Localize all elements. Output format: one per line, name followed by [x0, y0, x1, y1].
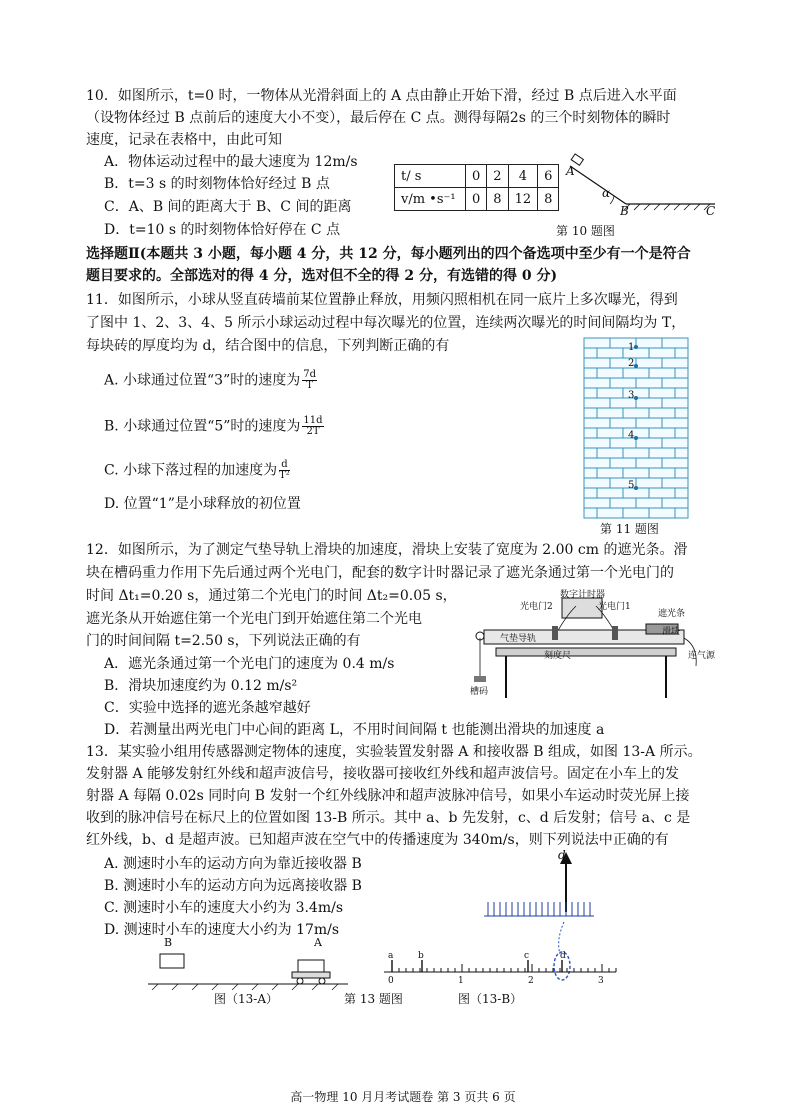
q10-label-alpha: α — [602, 186, 611, 200]
brick — [623, 508, 649, 518]
q13-caption-mid: 第 13 题图 — [344, 992, 403, 1006]
q12-option-b: B．滑块加速度约为 0.12 m/s² — [104, 678, 298, 694]
section2-header-line-2: 题目要求的。全部选对的得 4 分，选对但不全的得 2 分，有选错的得 0 分) — [86, 268, 558, 284]
brick — [649, 488, 675, 498]
brick — [636, 498, 662, 508]
brick — [597, 468, 623, 478]
brick — [649, 368, 675, 378]
q13-label-b: B — [164, 936, 173, 949]
table-cell: 4 — [508, 165, 538, 188]
brick — [623, 448, 649, 458]
q11-position-5: 5 — [628, 480, 635, 491]
brick — [584, 368, 597, 378]
brick — [662, 378, 688, 388]
table-cell: 8 — [487, 188, 508, 211]
brick — [662, 498, 688, 508]
brick — [584, 458, 610, 468]
brick — [649, 448, 675, 458]
q11-position-3: 3 — [628, 390, 635, 401]
q10-caption: 第 10 题图 — [556, 224, 615, 238]
brick — [584, 418, 610, 428]
brick — [662, 338, 688, 348]
brick — [584, 468, 597, 478]
brick — [675, 488, 688, 498]
q10-option-c: C．A、B 间的距离大于 B、C 间的距离 — [104, 199, 352, 215]
brick — [623, 368, 649, 378]
q10-label-b: B — [620, 204, 629, 218]
brick — [662, 478, 688, 488]
q13-option-d: D. 测速时小车的速度大小约为 17m/s — [104, 922, 340, 938]
brick — [636, 358, 662, 368]
brick — [584, 508, 597, 518]
brick — [597, 348, 623, 358]
ball-position-dot — [634, 364, 638, 368]
q11-position-4: 4 — [628, 430, 635, 441]
q13-option-c: C. 测速时小车的速度大小约为 3.4m/s — [104, 900, 344, 916]
q13-stem-line-2: 发射器 A 能够发射红外线和超声波信号，接收器可接收红外线和超声波信号。固定在小车上的发 — [86, 766, 680, 782]
brick — [662, 398, 688, 408]
brick — [623, 348, 649, 358]
fraction-numerator: 11d — [303, 415, 323, 426]
q13-scale-tick-2: 2 — [528, 976, 534, 986]
q10-label-a: A — [566, 164, 575, 178]
q10-option-d: D．t=10 s 的时刻物体恰好停在 C 点 — [104, 222, 341, 238]
brick — [636, 378, 662, 388]
q11-option-b — [104, 416, 324, 437]
q12-stem-line-2: 块在槽码重力作用下先后通过两个光电门，配套的数字计时器记录了遮光条通过第一个光电门的 — [86, 565, 674, 581]
q11-stem-line-2: 了图中 1、2、3、4、5 所示小球运动过程中每次曝光的位置，连续两次曝光的时间间隔均为 T， — [86, 315, 686, 331]
q12-option-d: D．若测量出两光电门中心间的距离 L，不用时间间隔 t 也能测出滑块的加速度 a — [104, 722, 605, 738]
brick — [649, 508, 675, 518]
table-header-t: t/ s — [395, 165, 466, 188]
q11-option-a — [104, 370, 317, 391]
brick — [597, 368, 623, 378]
brick — [584, 338, 610, 348]
q13-signal-d: d — [560, 951, 566, 961]
brick — [675, 388, 688, 398]
q12-stem-line-4: 遮光条从开始遮住第一个光电门到开始遮住第二个光电 — [86, 611, 422, 627]
ball-position-dot — [634, 396, 638, 400]
q11-option-c — [104, 460, 290, 481]
table-cell: 0 — [466, 188, 487, 211]
q13-caption-b: 图（13-B） — [458, 992, 523, 1006]
q11-option-c-fraction — [279, 460, 290, 481]
ball-position-dot — [634, 345, 638, 349]
brick — [649, 388, 675, 398]
q12-option-c: C．实验中选择的遮光条越窄越好 — [104, 700, 311, 716]
q10-label-c: C — [706, 204, 716, 218]
brick — [675, 408, 688, 418]
q11-option-a-text: A. 小球通过位置“3”时的速度为 — [104, 372, 301, 389]
brick — [662, 418, 688, 428]
fraction-denominator: T — [306, 380, 313, 391]
brick — [623, 468, 649, 478]
brick — [649, 468, 675, 478]
brick — [610, 418, 636, 428]
fraction-numerator: 7d — [303, 369, 316, 380]
ball-position-dot — [634, 486, 638, 490]
q12-stem-line-1: 12．如图所示，为了测定气垫导轨上滑块的加速度，滑块上安装了宽度为 2.00 cm 的遮光条。滑 — [86, 542, 688, 558]
table-cell: 6 — [538, 165, 559, 188]
brick — [584, 438, 610, 448]
brick — [675, 368, 688, 378]
q12-option-a: A．遮光条通过第一个光电门的速度为 0.4 m/s — [104, 656, 395, 672]
brick — [610, 378, 636, 388]
q13-stem-line-3: 射器 A 每隔 0.02s 同时向 B 发射一个红外线脉冲和超声波脉冲信号，如果小车运动时荧光屏上接 — [86, 788, 690, 804]
brick — [610, 498, 636, 508]
q12-label-gate1: 光电门1 — [598, 602, 631, 612]
q13-stem-line-1: 13．某实验小组用传感器测定物体的速度，实验装置发射器 A 和接收器 B 组成，如图 13-A 所示。 — [86, 744, 702, 760]
brick — [636, 478, 662, 488]
q13-scale-tick-3: 3 — [598, 976, 604, 986]
q12-air-track-figure — [466, 586, 706, 702]
q11-option-c-text: C. 小球下落过程的加速度为 — [104, 462, 278, 479]
brick — [675, 428, 688, 438]
q13-scale-tick-1: 1 — [458, 976, 464, 986]
brick — [636, 458, 662, 468]
q13-signal-c: c — [524, 951, 530, 961]
table-row — [395, 165, 559, 188]
brick — [675, 508, 688, 518]
fraction-numerator: d — [279, 460, 290, 471]
q10-option-b: B．t=3 s 的时刻物体恰好经过 B 点 — [104, 176, 330, 192]
q11-position-2: 2 — [628, 358, 635, 369]
q13-figure-a — [148, 946, 348, 990]
fraction-denominator: T² — [279, 470, 290, 481]
ball-position-dot — [634, 436, 638, 440]
q13-label-a: A — [314, 936, 322, 949]
brick — [597, 408, 623, 418]
brick — [636, 438, 662, 448]
table-cell: 0 — [466, 165, 487, 188]
brick — [597, 388, 623, 398]
section2-header-line-1: 选择题Ⅱ(本题共 3 小题，每小题 4 分，共 12 分，每小题列出的四个备选项中至少有一个是符合 — [86, 246, 691, 262]
brick — [675, 468, 688, 478]
q12-label-strip: 遮光条 — [658, 609, 686, 619]
q13-scale-tick-0: 0 — [388, 976, 394, 986]
page-footer: 高一物理 10 月月考试题卷 第 3 页共 6 页 — [290, 1090, 516, 1104]
q13-label-d-top: d — [558, 848, 566, 862]
q12-stem-line-5: 门的时间间隔 t=2.50 s，下列说法正确的有 — [86, 633, 361, 649]
brick — [584, 378, 610, 388]
brick — [610, 458, 636, 468]
brick — [675, 348, 688, 358]
brick — [584, 388, 597, 398]
q11-option-b-text: B. 小球通过位置“5”时的速度为 — [104, 418, 301, 435]
q13-stem-line-5: 红外线，b、d 是超声波。已知超声波在空气中的传播速度为 340m/s，则下列说法中正确的有 — [86, 832, 669, 848]
q11-stem-line-1: 11．如图所示，小球从竖直砖墙前某位置静止释放，用频闪照相机在同一底片上多次曝光，得到 — [86, 292, 678, 308]
q11-position-1: 1 — [628, 342, 635, 353]
brick — [636, 338, 662, 348]
q12-label-ruler: 刻度尺 — [544, 651, 572, 661]
q11-caption: 第 11 题图 — [600, 522, 659, 536]
q12-label-air: 连气源 — [688, 651, 716, 661]
q12-label-weight: 槽码 — [470, 687, 489, 697]
table-row — [395, 188, 559, 211]
brick — [662, 438, 688, 448]
q13-figure-b — [380, 850, 620, 990]
brick — [662, 358, 688, 368]
brick — [584, 398, 610, 408]
q10-stem-line-2: （设物体经过 B 点前后的速度大小不变），最后停在 C 点。测得每隔2s 的三个时刻物体的瞬时 — [86, 110, 671, 126]
brick — [584, 478, 610, 488]
brick — [662, 458, 688, 468]
brick — [597, 448, 623, 458]
brick — [636, 398, 662, 408]
brick — [675, 448, 688, 458]
q12-label-timer: 数字计时器 — [560, 590, 606, 600]
brick — [584, 408, 597, 418]
q12-stem-line-3: 时间 Δt₁=0.20 s，通过第二个光电门的时间 Δt₂=0.05 s， — [86, 588, 457, 604]
brick — [584, 448, 597, 458]
table-header-v: v/m •s⁻¹ — [395, 188, 466, 211]
brick — [584, 358, 610, 368]
q10-option-a: A．物体运动过程中的最大速度为 12m/s — [104, 154, 358, 170]
q13-option-b: B. 测速时小车的运动方向为远离接收器 B — [104, 878, 362, 894]
brick — [597, 428, 623, 438]
table-cell: 2 — [487, 165, 508, 188]
q10-stem-line-3: 速度，记录在表格中，由此可知 — [86, 132, 282, 148]
brick — [597, 508, 623, 518]
brick — [636, 418, 662, 428]
brick — [649, 348, 675, 358]
q12-label-gate2: 光电门2 — [520, 602, 553, 612]
brick — [649, 408, 675, 418]
fraction-denominator: 2T — [306, 426, 320, 437]
q11-option-d: D. 位置“1”是小球释放的初位置 — [104, 496, 301, 512]
q10-stem-line-1: 10．如图所示，t=0 时，一物体从光滑斜面上的 A 点由静止开始下滑，经过 B 点后进入水平面 — [86, 88, 677, 104]
brick — [584, 428, 597, 438]
table-cell: 12 — [508, 188, 538, 211]
q12-label-rail: 气垫导轨 — [500, 634, 537, 644]
brick — [584, 348, 597, 358]
q11-brick-wall-figure — [582, 336, 690, 520]
table-cell: 8 — [538, 188, 559, 211]
q11-option-b-fraction — [302, 416, 323, 437]
q11-stem-line-3: 每块砖的厚度均为 d，结合图中的信息，下列判断正确的有 — [86, 338, 450, 354]
q13-signal-a: a — [388, 951, 394, 961]
brick — [584, 498, 610, 508]
q12-label-slider: 滑块 — [662, 627, 681, 637]
brick — [649, 428, 675, 438]
brick — [623, 408, 649, 418]
brick — [584, 488, 597, 498]
brick — [597, 488, 623, 498]
q13-stem-line-4: 收到的脉冲信号在标尺上的位置如图 13-B 所示。其中 a、b 先发射，c、d 后发射；信号 a、c 是 — [86, 810, 691, 826]
q11-option-a-fraction — [302, 370, 317, 391]
q13-signal-b: b — [418, 951, 424, 961]
q13-option-a: A. 测速时小车的运动方向为靠近接收器 B — [104, 856, 362, 872]
q13-caption-a: 图（13-A） — [214, 992, 278, 1006]
q10-incline-figure — [560, 152, 720, 218]
q10-data-table — [394, 164, 559, 211]
